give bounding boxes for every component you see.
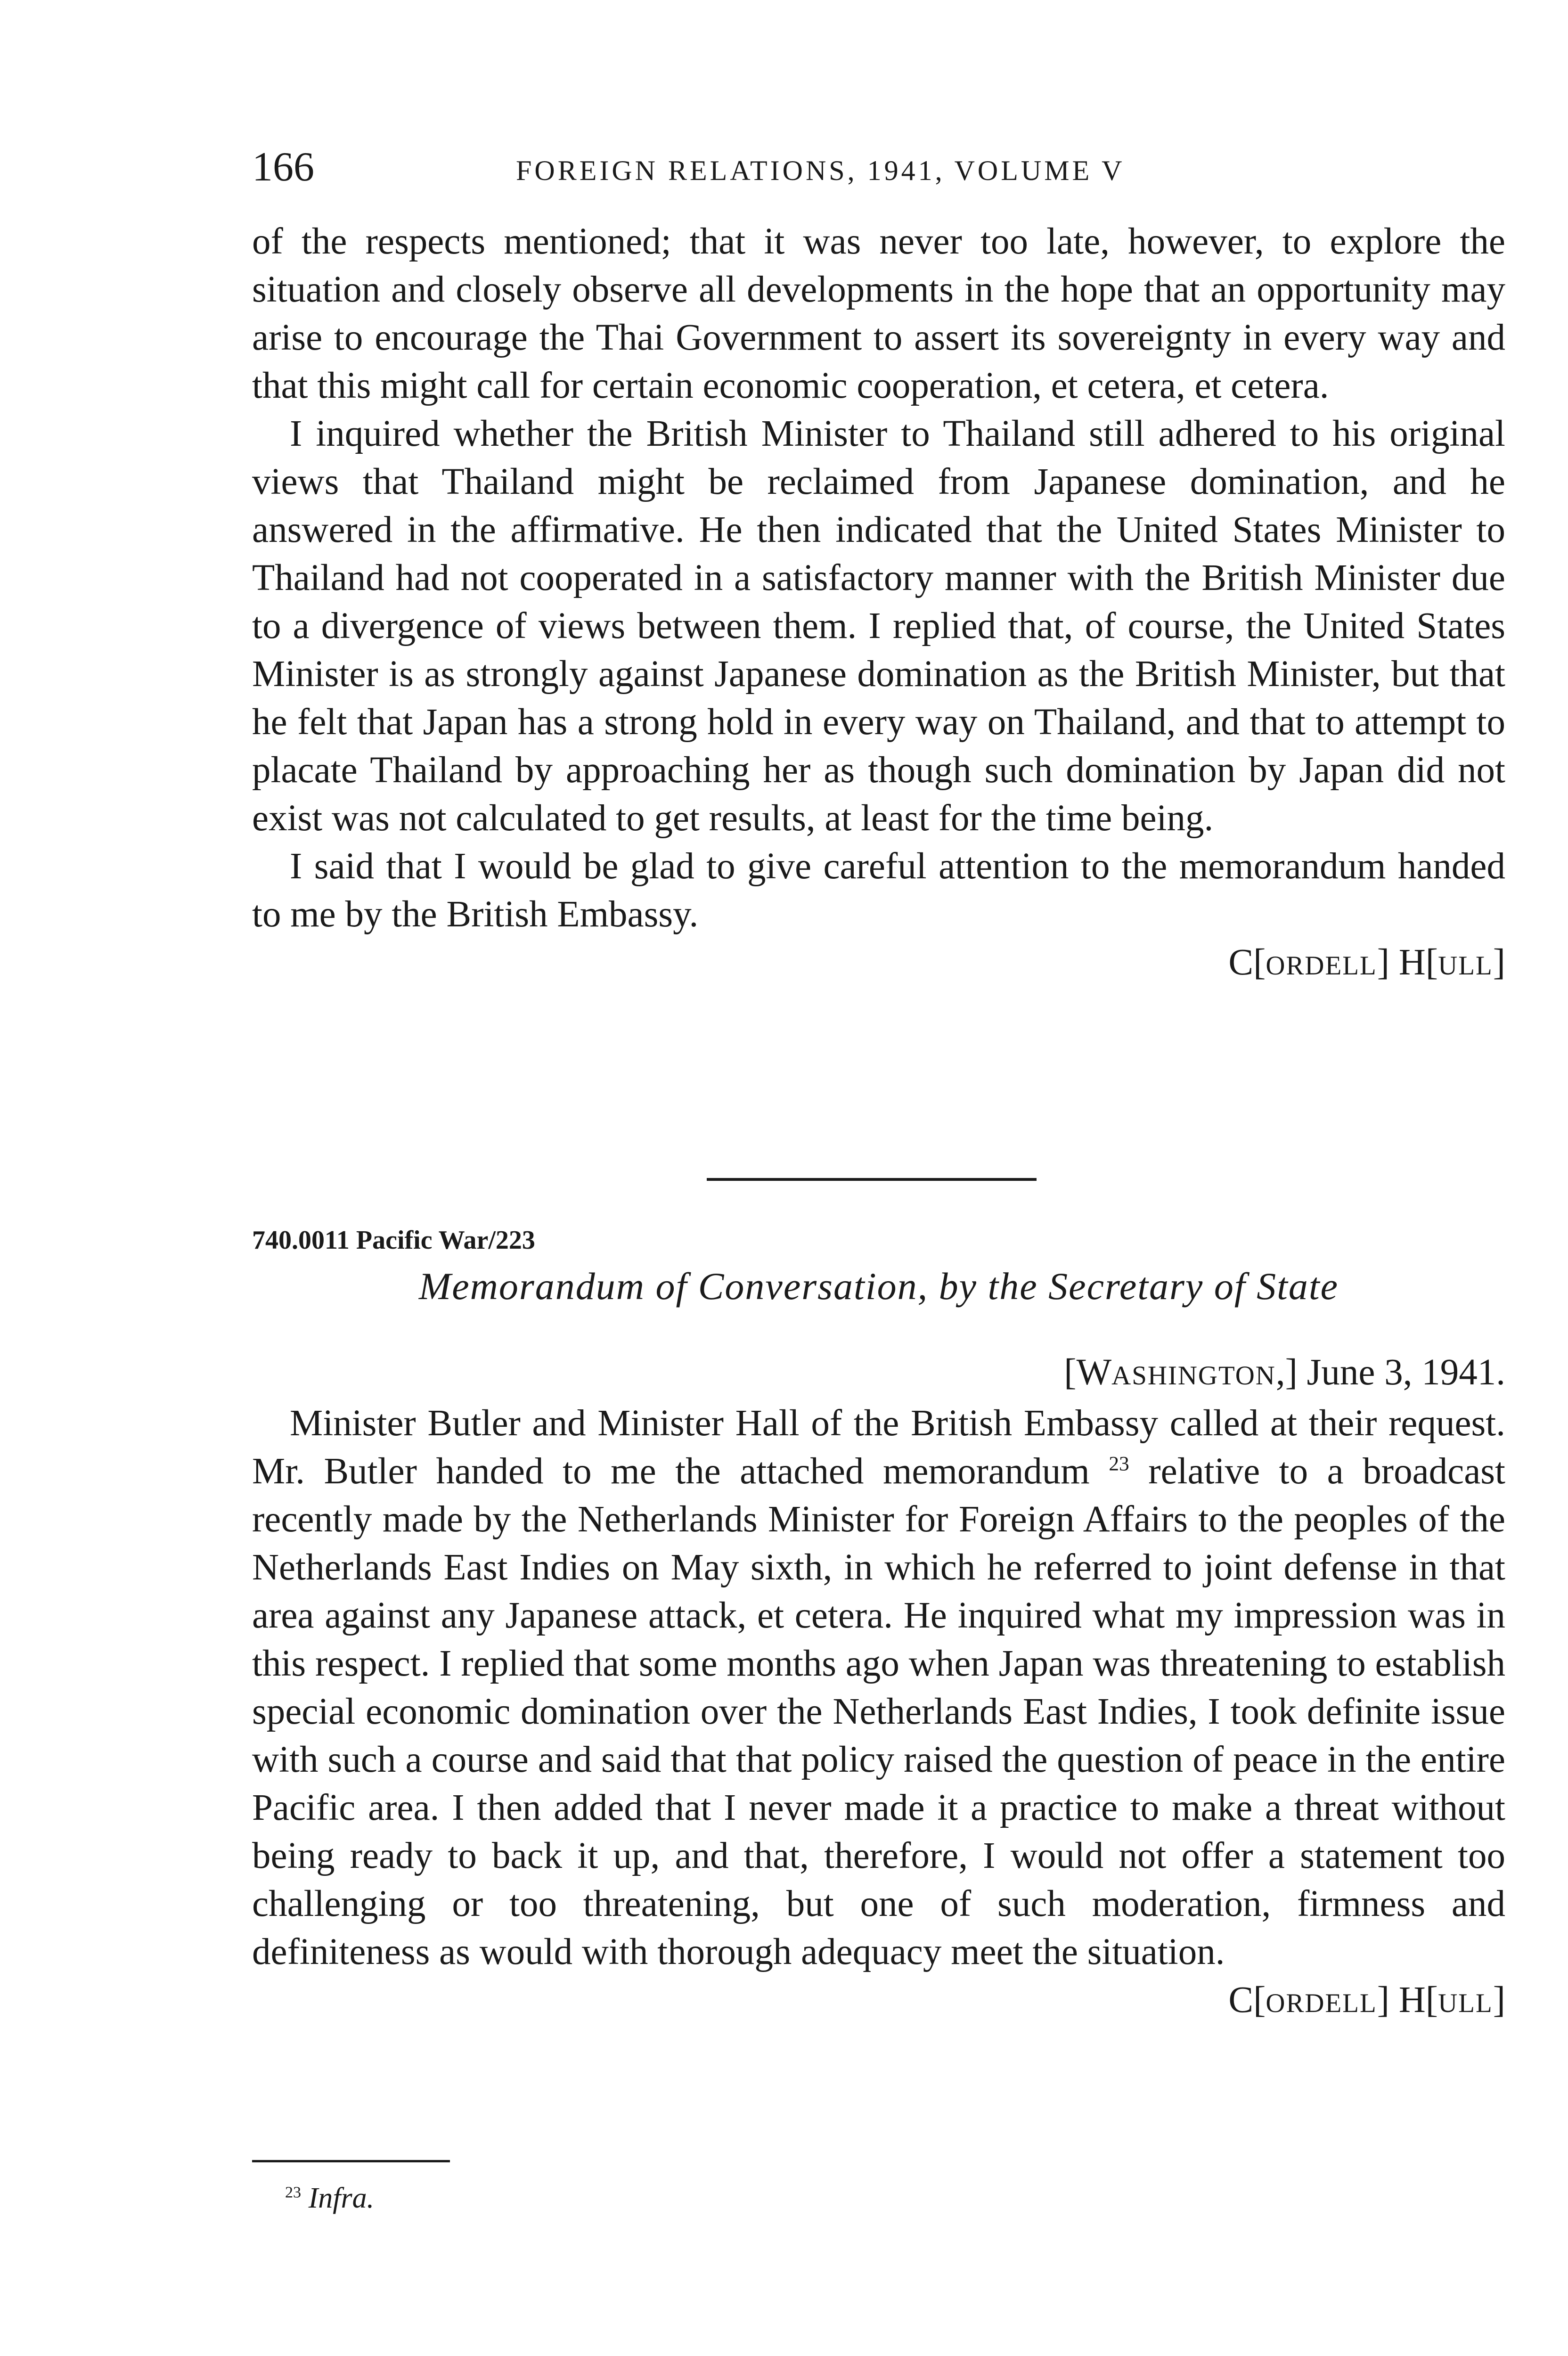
running-title: FOREIGN RELATIONS, 1941, VOLUME V xyxy=(516,155,1125,186)
paragraph-2: I inquired whether the British Minister to Thailand still adhered to his original views that Thailand might be reclaimed from Japanese domination, and he answered in the affirmative. He then indicated that the United States Minister to Thailand had not cooperated in a satisfactory manner with the British Minister due to a divergence of views between them. I replied that, of course, the United States Minister is as strongly against Japanese domination as the British Minister, but that he felt that Japan has a strong hold in every way on Thailand, and that to attempt to placate Thailand by approaching her as though such domination by Japan did not exist was not calculated to get results, at least for the time being. xyxy=(252,413,1505,839)
running-head xyxy=(252,141,1505,193)
section-2-body xyxy=(252,1399,1505,2028)
footnote-text: Infra. xyxy=(308,2182,375,2214)
footnote xyxy=(285,2177,374,2219)
section-1-body xyxy=(252,218,1505,990)
paragraph-4: Minister Butler and Minister Hall of the British Embassy called at their request. Mr. Butler handed to me the attached memorandum $^{23}$ relative to a broadcast recently made by the Netherlands Minister for Foreign Affairs to the peoples of the Netherlands East Indies on May sixth, in which he referred to joint defense in that area against any Japanese attack, et cetera. He inquired what my impression was in this respect. I replied that some months ago when Japan was threatening to establish special economic domination over the Netherlands East Indies, I took definite issue with such a course and said that that policy raised the question of peace in the entire Pacific area. I then added that I never made it a practice to make a threat without being ready to back it up, and that, therefore, I would not offer a statement too challenging or too threatening, but one of such moderation, firmness and definiteness as would with thorough adequacy meet the situation. xyxy=(252,1403,1505,1972)
section-divider xyxy=(707,1178,1037,1181)
footnote-mark: 23 xyxy=(285,2184,302,2201)
footnote-rule xyxy=(252,2160,450,2162)
file-reference: 740.0011 Pacific War/223 xyxy=(252,1226,535,1255)
signature-1: C[ORDELL] H[ULL] xyxy=(1228,942,1505,983)
dateline: [WASHINGTON,] June 3, 1941. xyxy=(1064,1352,1505,1393)
page-number: 166 xyxy=(252,144,314,190)
document-title: Memorandum of Conversation, by the Secretary of State xyxy=(418,1265,1339,1308)
footnote-reference[interactable]: 23 xyxy=(1109,1452,1129,1475)
paragraph-1: of the respects mentioned; that it was never too late, however, to explore the situation and closely observe all developments in the hope that an opportunity may arise to encourage the Thai Government to assert its sovereignty in every way and that this might call for certain economic cooperation, et cetera, et cetera. xyxy=(252,221,1505,406)
paragraph-3: I said that I would be glad to give careful attention to the memorandum handed to me by the British Embassy. xyxy=(252,846,1505,935)
signature-2: C[ORDELL] H[ULL] xyxy=(1228,1980,1505,2021)
